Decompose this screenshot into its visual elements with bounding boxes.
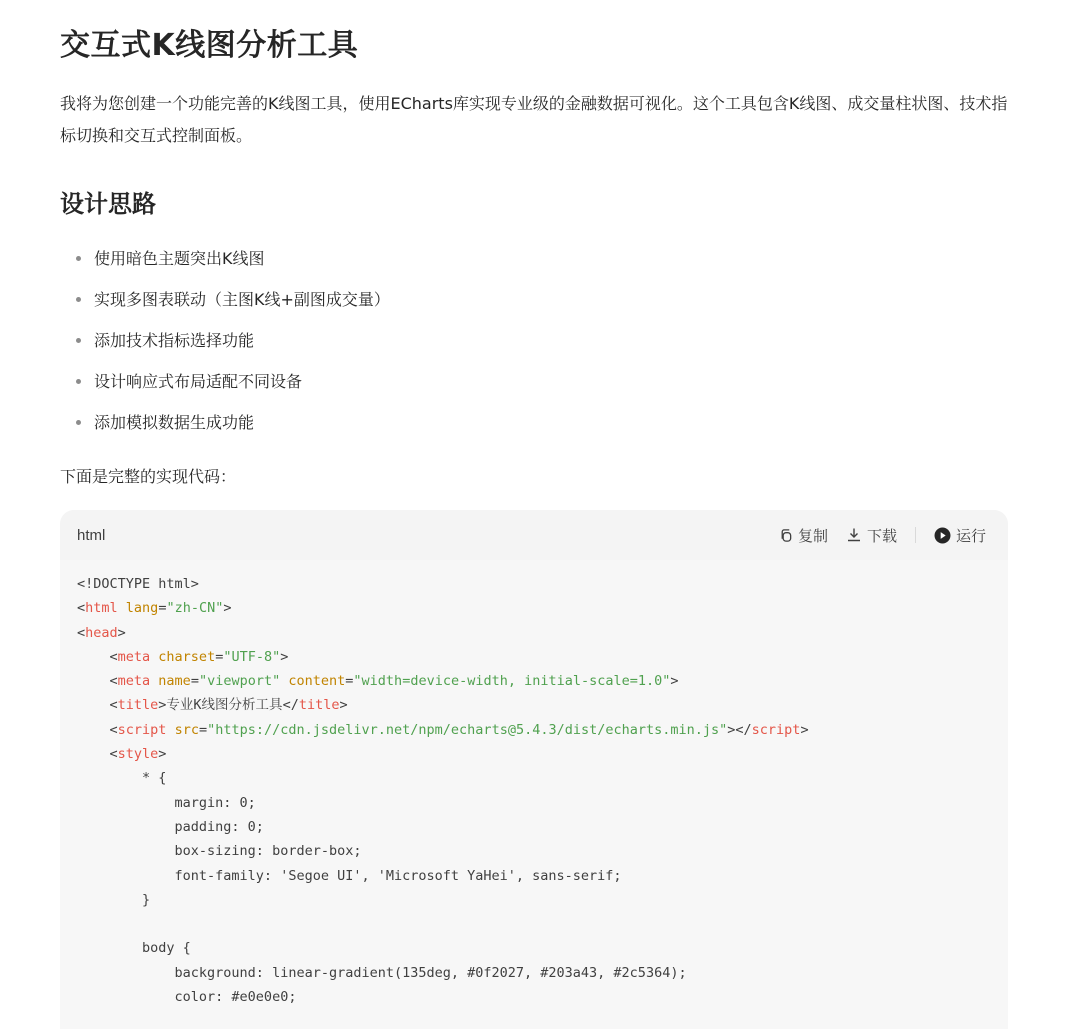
code-token: "zh-CN": [166, 600, 224, 617]
code-token: }: [77, 891, 151, 908]
code-line: [77, 961, 991, 985]
code-line: [77, 839, 991, 863]
code-line: [77, 693, 991, 717]
run-label: 运行: [955, 526, 986, 545]
code-token: charset: [158, 648, 216, 665]
section-heading: 设计思路: [60, 190, 156, 218]
bullet-icon: [76, 297, 81, 302]
bullet-icon: [76, 379, 81, 384]
code-token: meta: [117, 673, 151, 690]
download-icon: [846, 527, 862, 543]
code-token: =: [158, 600, 167, 617]
code-token: </: [282, 697, 299, 714]
code-line: [77, 621, 991, 645]
code-token: >: [670, 673, 679, 690]
code-lead-text: 下面是完整的实现代码：: [60, 467, 237, 486]
code-token: <: [77, 600, 86, 617]
code-line: [77, 742, 991, 766]
download-label: 下载: [866, 526, 897, 545]
code-token: "UTF-8": [223, 648, 281, 665]
divider: [915, 527, 916, 543]
code-token: >: [117, 624, 126, 641]
code-token: script: [751, 721, 801, 738]
code-token: src: [174, 721, 199, 738]
code-token: margin: 0;: [77, 794, 256, 811]
code-actions: [778, 525, 986, 546]
code-token: "https://cdn.jsdelivr.net/npm/echarts@5.4.3/dist/echarts.min.js": [207, 721, 728, 738]
code-token: padding: 0;: [77, 818, 264, 835]
list-item-text: 使用暗色主题突出K线图: [94, 249, 265, 268]
intro-paragraph: 我将为您创建一个功能完善的K线图工具，使用ECharts库实现专业级的金融数据可视化。这个工具包含K线图、成交量柱状图、技术指标切换和交互式控制面板。: [60, 94, 1008, 145]
code-line: [77, 815, 991, 839]
code-block-header: [60, 510, 1008, 560]
play-icon: [934, 527, 951, 544]
code-line: [77, 669, 991, 693]
list-item-text: 添加模拟数据生成功能: [94, 413, 255, 432]
code-line: [77, 791, 991, 815]
code-token: meta: [117, 648, 151, 665]
code-block: [60, 510, 1008, 1029]
bullet-icon: [76, 338, 81, 343]
code-language-label: html: [77, 526, 106, 544]
code-token: html: [85, 600, 118, 617]
code-token: =: [190, 673, 199, 690]
code-token: <: [77, 624, 86, 641]
code-token: body {: [77, 940, 191, 957]
code-token: script: [117, 721, 167, 738]
code-line: [77, 888, 991, 912]
code-token: [166, 722, 174, 738]
code-token: head: [85, 624, 118, 641]
code-token: title: [117, 697, 159, 714]
copy-icon: [778, 528, 793, 543]
code-token: <: [77, 746, 118, 763]
list-item: [60, 238, 390, 279]
code-line: [77, 718, 991, 742]
bullet-icon: [76, 256, 81, 261]
code-token: >: [339, 697, 348, 714]
code-token: >: [158, 746, 167, 763]
list-item-text: 设计响应式布局适配不同设备: [94, 372, 303, 391]
code-token: >: [223, 600, 232, 617]
code-token: <: [77, 697, 118, 714]
design-list: [60, 238, 390, 443]
code-line: [77, 985, 991, 1009]
list-item-text: 实现多图表联动（主图K线+副图成交量）: [94, 290, 390, 309]
code-token: ></: [727, 721, 752, 738]
list-item: [60, 402, 390, 443]
code-token: <: [77, 721, 118, 738]
list-item: [60, 320, 390, 361]
copy-label: 复制: [797, 526, 828, 545]
code-token: style: [117, 746, 159, 763]
code-token: <!DOCTYPE html>: [77, 576, 199, 592]
code-token: 专业K线图分析工具: [166, 697, 283, 714]
code-token: content: [288, 673, 346, 690]
code-token: lang: [125, 600, 159, 617]
code-token: <: [77, 673, 118, 690]
copy-button[interactable]: [778, 525, 828, 546]
code-content: [60, 560, 1008, 1021]
download-button[interactable]: [846, 525, 897, 546]
list-item-text: 添加技术指标选择功能: [94, 331, 255, 350]
code-token: font-family: 'Segoe UI', 'Microsoft YaHei', sans-serif;: [77, 867, 622, 884]
code-line: [77, 596, 991, 620]
code-line: [77, 912, 991, 936]
run-button[interactable]: [934, 525, 986, 546]
code-token: =: [345, 673, 354, 690]
code-line: [77, 572, 991, 596]
code-token: >: [800, 721, 809, 738]
code-token: "viewport": [198, 673, 281, 690]
code-token: background: linear-gradient(135deg, #0f2027, #203a43, #2c5364);: [77, 964, 687, 981]
page-title: 交互式K线图分析工具: [60, 28, 359, 63]
code-line: [77, 645, 991, 669]
code-token: [118, 600, 126, 616]
list-item: [60, 279, 390, 320]
list-item: [60, 361, 390, 402]
code-token: box-sizing: border-box;: [77, 843, 362, 860]
code-token: =: [215, 648, 224, 665]
code-token: >: [158, 697, 167, 714]
code-token: <: [77, 648, 118, 665]
code-token: >: [280, 648, 289, 665]
code-line: [77, 766, 991, 790]
code-token: * {: [77, 770, 167, 787]
code-token: color: #e0e0e0;: [77, 989, 297, 1006]
bullet-icon: [76, 420, 81, 425]
code-line: [77, 864, 991, 888]
code-line: [77, 936, 991, 960]
code-token: =: [198, 721, 208, 738]
code-token: name: [158, 673, 191, 690]
code-token: "width=device-width, initial-scale=1.0": [353, 673, 671, 690]
code-token: title: [298, 697, 340, 714]
